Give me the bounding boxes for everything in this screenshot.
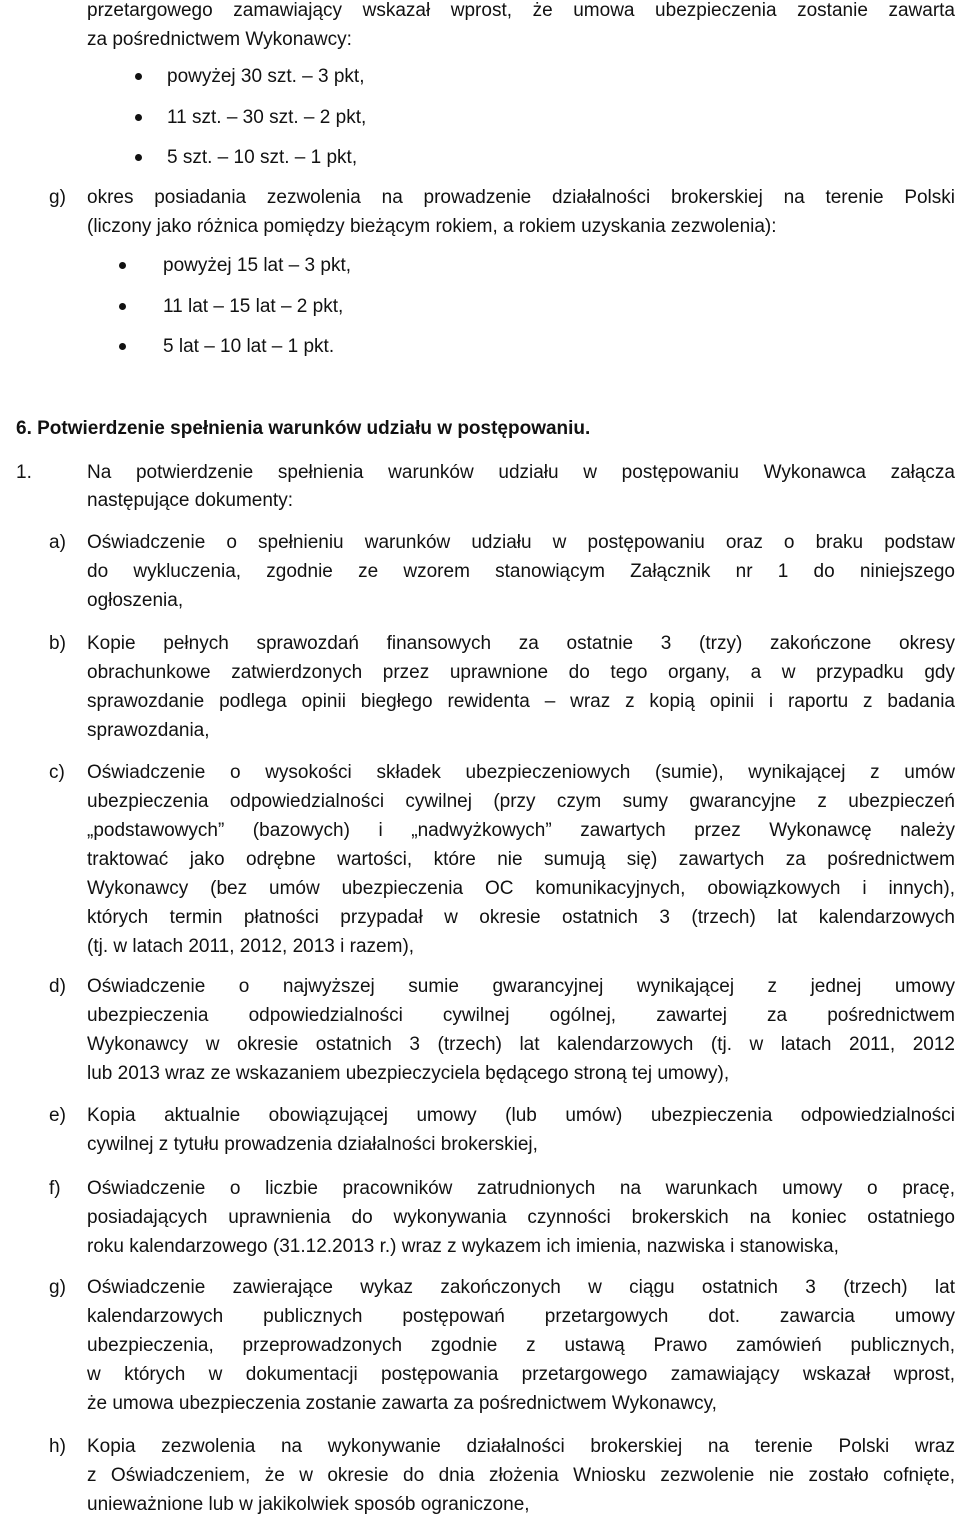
text-line: sprawozdanie podlega opinii biegłego rewidenta – wraz z kopią opinii i raportu z badania: [87, 691, 955, 712]
text-line: Wykonawcy (bez umów ubezpieczenia OC komunikacyjnych, obowiązkowych i innych),: [87, 878, 955, 899]
text-line: unieważnione lub w jakikolwiek sposób ograniczone,: [87, 1494, 530, 1515]
text-line: „podstawowych” (bazowych) i „nadwyżkowych” zawartych przez Wykonawcę należy: [87, 820, 955, 841]
text-line: których termin płatności przypadał w okresie ostatnich 3 (trzech) lat kalendarzowych: [87, 907, 955, 928]
text-line: lub 2013 wraz ze wskazaniem ubezpieczyciela będącego stroną tej umowy),: [87, 1063, 730, 1084]
text-line: Oświadczenie o najwyższej sumie gwarancyjnej wynikającej z jednej umowy: [87, 976, 955, 997]
text-line: Oświadczenie o wysokości składek ubezpieczeniowych (sumie), wynikającej z umów: [87, 762, 955, 783]
item-label: d): [49, 976, 66, 997]
text-line: posiadających uprawnienia do wykonywania czynności brokerskich na koniec ostatniego: [87, 1207, 955, 1228]
paragraph-number: 1.: [16, 462, 32, 483]
item-label: b): [49, 633, 66, 654]
section-heading: 6. Potwierdzenie spełnienia warunków udziału w postępowaniu.: [16, 418, 591, 439]
text-line: ubezpieczenia, przeprowadzonych zgodnie z ustawą Prawo zamówień publicznych,: [87, 1335, 955, 1356]
text-line: za pośrednictwem Wykonawcy:: [87, 29, 352, 50]
item-label: f): [49, 1178, 61, 1199]
text-line: Wykonawcy w okresie ostatnich 3 (trzech) lat kalendarzowych (tj. w latach 2011, 2012: [87, 1034, 955, 1055]
item-label: a): [49, 532, 66, 553]
text-line: Oświadczenie zawierające wykaz zakończonych w ciągu ostatnich 3 (trzech) lat: [87, 1277, 955, 1298]
list-item: 5 szt. – 10 szt. – 1 pkt,: [167, 147, 358, 168]
bullet-icon: [135, 73, 142, 80]
text-line: Oświadczenie o spełnieniu warunków udziału w postępowaniu oraz o braku podstaw: [87, 532, 955, 553]
text-line: (tj. w latach 2011, 2012, 2013 i razem),: [87, 936, 415, 957]
text-line: kalendarzowych publicznych postępowań przetargowych dot. zawarcia umowy: [87, 1306, 955, 1327]
list-item: powyżej 30 szt. – 3 pkt,: [167, 66, 365, 87]
text-line: roku kalendarzowego (31.12.2013 r.) wraz z wykazem ich imienia, nazwiska i stanowiska,: [87, 1236, 839, 1257]
text-line: Kopie pełnych sprawozdań finansowych za ostatnie 3 (trzy) zakończone okresy: [87, 633, 955, 654]
text-line: (liczony jako różnica pomiędzy bieżącym rokiem, a rokiem uzyskania zezwolenia):: [87, 216, 777, 237]
text-line: przetargowego zamawiający wskazał wprost, że umowa ubezpieczenia zostanie zawarta: [87, 0, 955, 21]
list-item: powyżej 15 lat – 3 pkt,: [163, 255, 351, 276]
bullet-icon: [135, 114, 142, 121]
text-line: obrachunkowe zatwierdzonych przez uprawnione do tego organy, a w przypadku gdy: [87, 662, 955, 683]
text-line: do wykluczenia, zgodnie ze wzorem stanowiącym Załącznik nr 1 do niniejszego: [87, 561, 955, 582]
text-line: w których w dokumentacji postępowania przetargowego zamawiający wskazał wprost,: [87, 1364, 955, 1385]
list-item: 11 szt. – 30 szt. – 2 pkt,: [167, 107, 367, 128]
text-line: ogłoszenia,: [87, 590, 184, 611]
bullet-icon: [135, 154, 142, 161]
item-label: c): [49, 762, 65, 783]
text-line: z Oświadczeniem, że w okresie do dnia złożenia Wniosku zezwolenie nie zostało cofnięte,: [87, 1465, 955, 1486]
text-line: traktować jako odrębne wartości, które nie sumują się) zawartych za pośrednictwem: [87, 849, 955, 870]
text-line: że umowa ubezpieczenia zostanie zawarta za pośrednictwem Wykonawcy,: [87, 1393, 717, 1414]
item-label: g): [49, 187, 66, 208]
text-line: Kopia aktualnie obowiązującej umowy (lub umów) ubezpieczenia odpowiedzialności: [87, 1105, 955, 1126]
text-line: ubezpieczenia odpowiedzialności cywilnej ogólnej, zawartej za pośrednictwem: [87, 1005, 955, 1026]
text-line: Kopia zezwolenia na wykonywanie działalności brokerskiej na terenie Polski wraz: [87, 1436, 955, 1457]
text-line: następujące dokumenty:: [87, 490, 293, 511]
item-label: g): [49, 1277, 66, 1298]
text-line: sprawozdania,: [87, 720, 210, 741]
item-label: h): [49, 1436, 66, 1457]
text-line: okres posiadania zezwolenia na prowadzenie działalności brokerskiej na terenie Polski: [87, 187, 955, 208]
bullet-icon: [119, 343, 126, 350]
bullet-icon: [119, 262, 126, 269]
text-line: cywilnej z tytułu prowadzenia działalności brokerskiej,: [87, 1134, 538, 1155]
list-item: 5 lat – 10 lat – 1 pkt.: [163, 336, 335, 357]
list-item: 11 lat – 15 lat – 2 pkt,: [163, 296, 344, 317]
text-line: Oświadczenie o liczbie pracowników zatrudnionych na warunkach umowy o pracę,: [87, 1178, 955, 1199]
text-line: ubezpieczenia odpowiedzialności cywilnej (przy czym sumy gwarancyjne z ubezpieczeń: [87, 791, 955, 812]
text-line: Na potwierdzenie spełnienia warunków udziału w postępowaniu Wykonawca załącza: [87, 462, 955, 483]
bullet-icon: [119, 303, 126, 310]
item-label: e): [49, 1105, 66, 1126]
